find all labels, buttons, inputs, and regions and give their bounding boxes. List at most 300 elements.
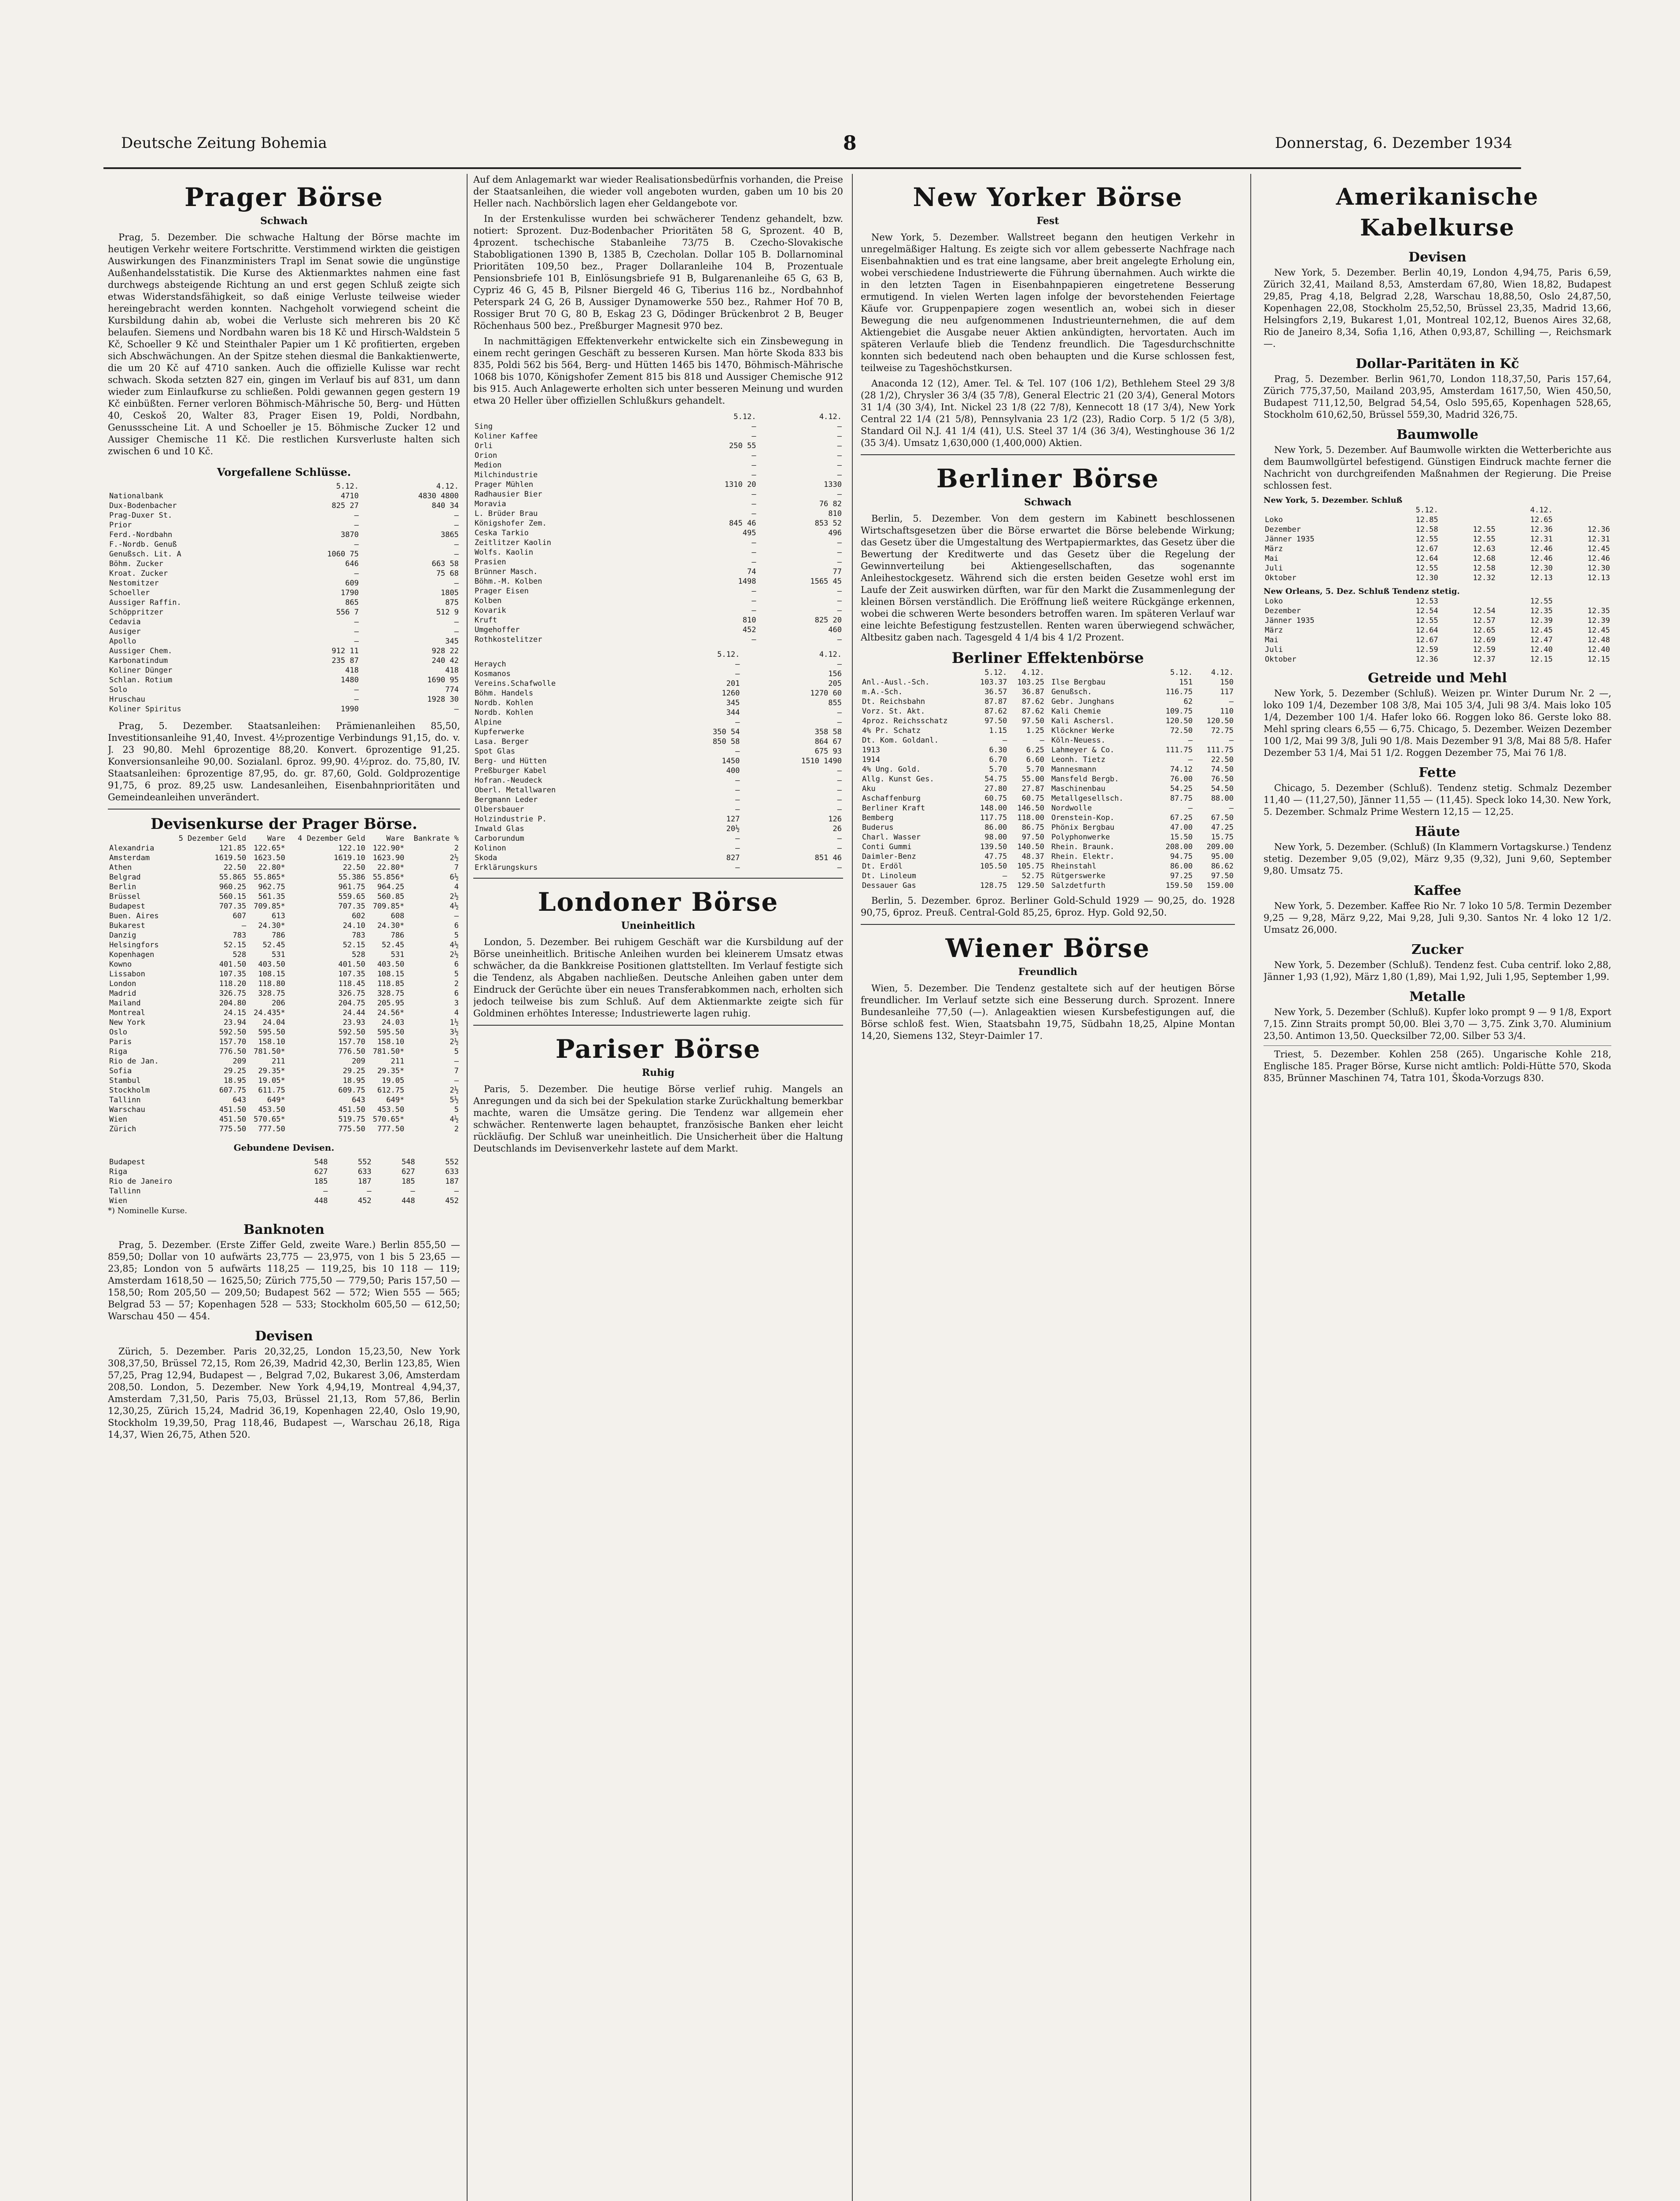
table-cell: 4½: [449, 1115, 459, 1124]
table-cell: —: [1188, 736, 1193, 745]
column-2: [473, 174, 843, 2201]
table-cell: Tallinn: [109, 1096, 141, 1104]
table-cell: 1260: [722, 689, 740, 698]
table-cell: 1619.10: [334, 854, 365, 862]
table-cell: 864 67: [814, 737, 842, 746]
schluss-row: [473, 635, 843, 644]
effekten-row: [861, 842, 1046, 852]
table-cell: 865: [345, 598, 359, 607]
table-cell: 24.04: [262, 1018, 285, 1027]
effekten-row: [1050, 881, 1235, 891]
table-cell: 205.95: [377, 999, 405, 1008]
table-cell: 403.50: [258, 960, 285, 969]
schluss-row: [108, 569, 460, 578]
table-cell: 122.65*: [254, 844, 285, 853]
table-cell: 76.50: [1211, 775, 1234, 784]
table-cell: 23.94: [224, 1018, 247, 1027]
table-cell: 2½: [449, 892, 459, 901]
table-cell: 627: [314, 1167, 328, 1176]
table-cell: 52.15: [343, 941, 365, 950]
schluss-row: [108, 588, 460, 598]
table-cell: 94.75: [1170, 852, 1193, 861]
schluss-row: [108, 695, 460, 704]
table-cell: 810: [828, 509, 842, 518]
table-cell: 552: [445, 1158, 459, 1167]
table-cell: 1623.90: [372, 854, 405, 862]
table-cell: —: [354, 521, 359, 530]
table-cell: 6: [454, 960, 459, 969]
table-cell: 570.65*: [254, 1115, 285, 1124]
schluss-row: [108, 549, 460, 559]
table-cell: 4% Ung. Gold.: [862, 765, 921, 774]
table-cell: 12.55: [1415, 564, 1438, 573]
table-cell: Warschau: [109, 1105, 145, 1114]
gebundene-title: Gebundene Devisen.: [233, 1142, 335, 1153]
table-cell: 2½: [449, 1086, 459, 1095]
table-cell: —: [454, 579, 459, 588]
table-cell: Rothkostelitzer: [475, 635, 542, 644]
table-cell: —: [454, 540, 459, 549]
table-cell: Prag-Duxer St.: [109, 511, 173, 520]
table-cell: Kolben: [475, 596, 502, 605]
schluss-row: [473, 843, 843, 853]
table-cell: 781.50*: [372, 1047, 405, 1056]
table-cell: Milchindustrie: [475, 471, 538, 479]
effekten-row: [1050, 687, 1235, 697]
table-cell: —: [454, 1076, 459, 1085]
effekten-table-a: [861, 668, 1046, 891]
table-cell: 960.25: [219, 883, 247, 891]
baumwolle-title: Baumwolle: [1396, 427, 1479, 442]
baumwolle-row: [1264, 626, 1611, 635]
table-cell: 211: [391, 1057, 405, 1066]
effekten-row: [1050, 774, 1235, 784]
table-cell: 187: [445, 1177, 459, 1186]
table-cell: 140.50: [1017, 843, 1044, 851]
getreide-text: New York, 5. Dezember (Schluß). Weizen pr. Winter Durum Nr. 2 —, loko 109 1/4, Dezember 108 3/8, Mai 105 3/4, Juli 98 3/4. Mais loko 105 1/4, Dezember 100 1/4. Hafer loko 66. Roggen loko 86. Gerste loko 88. Mehl spring clears 6,55 — 6,75. Chicago, 5. Dezember. Weizen Dezember 100 1/2, Mai 99 3/8, Juli 90 1/8. Mais Dezember 91 3/8, Mai 88 5/8. Hafer Dezember 53 1/4, Mai 51 1/2. Roggen Dezember 75, Mai 76 1/8.: [1264, 688, 1611, 758]
table-cell: 204.80: [219, 999, 247, 1008]
table-cell: 7: [454, 1067, 459, 1075]
table-cell: 1623.50: [254, 854, 285, 862]
table-cell: Polyphonwerke: [1051, 833, 1110, 842]
table-cell: Alpine: [475, 718, 502, 727]
table-cell: Orenstein-Kop.: [1051, 813, 1115, 822]
table-header-cell: 4.12.: [819, 412, 842, 421]
table-cell: 19.05*: [258, 1076, 285, 1085]
table-cell: 76.00: [1170, 775, 1193, 784]
getreide-title: Getreide und Mehl: [1368, 670, 1507, 686]
table-cell: 1498: [738, 577, 756, 586]
table-cell: 240 42: [431, 656, 459, 665]
table-cell: —: [735, 660, 740, 669]
table-cell: —: [837, 766, 842, 775]
table-cell: 62: [1183, 697, 1193, 706]
table-cell: 4: [454, 1008, 459, 1017]
extra-text: Triest, 5. Dezember. Kohlen 258 (265). Ungarische Kohle 218, Englische 185. Prager Börse, Kurse nicht amtlich: Poldi-Hütte 570, Skoda 835, Brünner Maschinen 74, Tatra 101, Škoda-Vorzugs 830.: [1264, 1049, 1611, 1083]
table-cell: 345: [445, 637, 459, 646]
schluss-row: [473, 567, 843, 577]
table-cell: —: [1188, 755, 1193, 764]
table-cell: 12.48: [1587, 636, 1610, 644]
table-cell: Oslo: [109, 1028, 127, 1037]
devisen-row: [108, 1095, 460, 1105]
effekten-row: [1050, 707, 1235, 716]
table-header-cell: 4.12.: [436, 482, 459, 491]
table-cell: 12.36: [1415, 655, 1438, 664]
table-cell: —: [837, 606, 842, 615]
table-header-cell: 4 Dezember Geld: [298, 834, 365, 843]
table-cell: 961.75: [338, 883, 365, 891]
table-cell: 1270 60: [810, 689, 842, 698]
table-cell: 775.50: [338, 1125, 365, 1134]
table-cell: Metallgesellsch.: [1051, 794, 1124, 803]
table-cell: 5½: [449, 1096, 459, 1104]
table-cell: Jänner 1935: [1265, 616, 1315, 625]
table-cell: —: [735, 776, 740, 785]
table-header-cell: [1554, 505, 1611, 515]
table-cell: 602: [352, 912, 365, 920]
table-cell: 139.50: [980, 843, 1007, 851]
table-cell: 12.31: [1587, 535, 1610, 544]
table-cell: Sing: [475, 422, 493, 431]
table-cell: 531: [391, 950, 405, 959]
baumwolle-row: [1264, 655, 1611, 664]
table-cell: —: [1229, 804, 1234, 813]
table-cell: 12.13: [1587, 574, 1610, 582]
effekten-row: [861, 774, 1046, 784]
effekten-row: [861, 881, 1046, 891]
devisen-row: [108, 950, 460, 960]
table-cell: 54.75: [984, 775, 1007, 784]
fette-text: Chicago, 5. Dezember (Schluß). Tendenz stetig. Schmalz Dezember 11,40 — (11,27,50), Jänner 11,55 — (11,45). Speck loko 14,30. New York, 5. Dezember. Schmalz Prime Western 12,15 — 12,25.: [1264, 783, 1611, 817]
table-cell: Maschinenbau: [1051, 784, 1105, 793]
table-cell: [1440, 515, 1497, 525]
table-cell: 12.57: [1473, 616, 1496, 625]
table-cell: Loko: [1265, 597, 1283, 606]
table-cell: [1554, 515, 1611, 525]
table-cell: 401.50: [219, 960, 247, 969]
table-cell: —: [837, 587, 842, 596]
table-cell: 786: [391, 931, 405, 940]
banknoten-text: Prag, 5. Dezember. (Erste Ziffer Geld, zweite Ware.) Berlin 855,50 — 859,50; Dollar von 10 aufwärts 23,775 — 23,975, von 1 bis 5 23,65 — 23,85; London von 5 aufwärts 118,25 — 119,25, bis 10 118 — 119; Amsterdam 1618,50 — 1625,50; Zürich 775,50 — 779,50; Paris 157,50 — 158,50; Rom 205,50 — 209,50; Budapest 562 — 572; Wien 555 — 565; Belgrad 53 — 57; Kopenhagen 528 — 533; Stockholm 605,50 — 612,50; Warschau 450 — 454.: [108, 1240, 460, 1321]
table-cell: Rheinstahl: [1051, 862, 1097, 871]
effekten-row: [861, 716, 1046, 726]
table-cell: Wien: [109, 1115, 127, 1124]
table-cell: Nestomitzer: [109, 579, 159, 588]
table-cell: Holzindustrie P.: [475, 815, 547, 824]
table-cell: 116.75: [1165, 688, 1193, 696]
devisen-row: [108, 960, 460, 969]
table-cell: 643: [232, 1096, 247, 1104]
table-cell: 560.15: [219, 892, 247, 901]
kaffee-text: New York, 5. Dezember. Kaffee Rio Nr. 7 loko 10 5/8. Termin Dezember 9,25 — 9,28, März 9,22, Mai 9,28, Juli 9,30. Santos Nr. 4 loko 12 1/2. Umsatz 26,000.: [1264, 901, 1611, 935]
baumwolle-row: [1264, 554, 1611, 563]
table-cell: Rio de Jan.: [109, 1057, 159, 1066]
table-cell: 20½: [726, 824, 740, 833]
table-cell: Prasien: [475, 558, 506, 567]
table-cell: —: [454, 1187, 459, 1196]
table-cell: Buen. Aires: [109, 912, 159, 920]
zucker-text: New York, 5. Dezember (Schluß). Tendenz fest. Cuba centrif. loko 2,88, Jänner 1,93 (1,92), März 1,80 (1,89), Mai 1,92, Juli 1,95, September 1,99.: [1264, 960, 1611, 982]
paritaeten-text: Prag, 5. Dezember. Berlin 961,70, London 118,37,50, Paris 157,64, Zürich 775,37,50, Mailand 203,95, Amsterdam 1617,50, Wien 450,50, Budapest 711,12,50, Belgrad 54,54, Oslo 595,65, Kopenhagen 528,65, Stockholm 610,62,50, Brüssel 559,30, Madrid 326,75.: [1264, 374, 1611, 420]
table-cell: 12.45: [1587, 626, 1610, 635]
table-cell: 127: [726, 815, 740, 824]
table-cell: [1440, 596, 1497, 606]
table-cell: 609.75: [338, 1086, 365, 1095]
table-cell: Anl.-Ausl.-Sch.: [862, 678, 930, 687]
table-cell: Athen: [109, 863, 132, 872]
table-cell: 97.25: [1170, 872, 1193, 880]
table-cell: 1790: [340, 589, 359, 597]
table-cell: März: [1265, 545, 1283, 553]
baumwolle-ny-table: [1264, 505, 1611, 583]
devisen-row: [108, 1056, 460, 1066]
table-cell: 55.856*: [372, 873, 405, 882]
table-cell: Berliner Kraft: [862, 804, 925, 813]
table-cell: —: [454, 912, 459, 920]
table-header-row: [108, 482, 460, 491]
table-cell: 962.75: [258, 883, 285, 891]
kaffee-title: Kaffee: [1413, 883, 1462, 898]
table-cell: —: [454, 1057, 459, 1066]
schluss-row: [108, 520, 460, 530]
schluss-row: [473, 586, 843, 596]
table-cell: —: [354, 569, 359, 578]
effekten-row: [1050, 803, 1235, 813]
table-cell: 403.50: [377, 960, 405, 969]
table-cell: 448: [402, 1196, 415, 1205]
column-rule: [852, 174, 853, 2201]
table-cell: 122.10: [338, 844, 365, 853]
table-cell: 777.50: [377, 1125, 405, 1134]
devisen-row: [108, 911, 460, 921]
table-cell: 453.50: [258, 1105, 285, 1114]
table-cell: 12.67: [1415, 545, 1438, 553]
table-header-cell: 5.12.: [984, 668, 1007, 677]
schluss-row: [473, 548, 843, 557]
table-header-cell: 5 Dezember Geld: [178, 834, 247, 843]
table-cell: 18.95: [224, 1076, 247, 1085]
table-cell: 825 20: [814, 616, 842, 625]
table-cell: Stambul: [109, 1076, 141, 1085]
table-cell: Gebr. Junghans: [1051, 697, 1115, 706]
table-cell: 12.30: [1587, 564, 1610, 573]
table-cell: 3½: [449, 1028, 459, 1037]
table-cell: 52.15: [224, 941, 247, 950]
table-header-row: [1050, 668, 1235, 677]
table-cell: 22.50: [1211, 755, 1234, 764]
table-cell: 1060 75: [327, 550, 359, 559]
schluss-row: [473, 659, 843, 669]
table-cell: —: [837, 548, 842, 557]
table-cell: —: [752, 548, 756, 557]
table-cell: —: [752, 500, 756, 508]
table-header-cell: 4.12.: [819, 650, 842, 659]
table-cell: Nordb. Kohlen: [475, 699, 534, 707]
effekten-row: [1050, 794, 1235, 803]
table-cell: 209: [352, 1057, 365, 1066]
table-cell: —: [354, 685, 359, 694]
table-cell: 1805: [441, 589, 459, 597]
table-cell: 12.15: [1587, 655, 1610, 664]
new-yorker-quotes: Anaconda 12 (12), Amer. Tel. & Tel. 107 (106 1/2), Bethlehem Steel 29 3/8 (28 1/2), Chrysler 36 3/4 (35 7/8), General Electric 21 (20 3/4), General Motors 31 1/4 (30 3/4), Int. Nickel 23 1/8 (22 7/8), Kennecott 18 (17 3/4), New York Central 22 1/4 (21 5/8), Pennsylvania 23 1/2 (23), Radio Corp. 5 1/2 (5 3/8), Standard Oil N.J. 41 1/4 (41), U.S. Steel 37 1/4 (36 3/4), Westinghouse 36 1/2 (35 3/4). Umsatz 1,630,000 (1,400,000) Aktien.: [861, 378, 1235, 448]
table-cell: Köln-Neuess.: [1051, 736, 1105, 745]
table-cell: —: [752, 461, 756, 470]
table-header-cell: 5.12.: [1170, 668, 1193, 677]
table-cell: 12.55: [1530, 597, 1553, 606]
table-cell: —: [752, 558, 756, 567]
table-cell: 54.50: [1211, 784, 1234, 793]
table-cell: 47.75: [984, 852, 1007, 861]
table-cell: —: [1229, 736, 1234, 745]
schluss-row: [108, 501, 460, 511]
table-cell: 611.75: [258, 1086, 285, 1095]
schluss-row: [473, 698, 843, 708]
table-cell: 3865: [441, 530, 459, 539]
table-cell: 98.00: [984, 833, 1007, 842]
table-cell: 118.00: [1017, 813, 1044, 822]
table-cell: L. Brüder Brau: [475, 509, 538, 518]
paritaeten-title: Dollar-Paritäten in Kč: [1356, 356, 1519, 372]
table-header-cell: [1264, 505, 1382, 515]
table-cell: —: [752, 587, 756, 596]
table-cell: Belgrad: [109, 873, 141, 882]
table-cell: Dezember: [1265, 525, 1301, 534]
table-cell: 74.50: [1211, 765, 1234, 774]
table-cell: Berg- und Hütten: [475, 757, 547, 766]
table-cell: Kosmanos: [475, 670, 511, 678]
table-cell: 24.15: [224, 1008, 247, 1017]
schluss-row: [108, 607, 460, 617]
schluss-row: [473, 538, 843, 548]
effekten-row: [1050, 765, 1235, 774]
table-cell: —: [354, 511, 359, 520]
table-cell: 451.50: [219, 1105, 247, 1114]
table-cell: 643: [352, 1096, 365, 1104]
table-cell: 67.25: [1170, 813, 1193, 822]
effekten-row: [1050, 861, 1235, 871]
table-cell: 1990: [340, 705, 359, 714]
table-cell: 627: [402, 1167, 415, 1176]
table-cell: 159.00: [1206, 881, 1234, 890]
table-cell: 707.35: [219, 902, 247, 911]
table-cell: 105.75: [1017, 862, 1044, 871]
table-cell: Ausiger: [109, 627, 141, 636]
baumwolle-ny-heading: New York, 5. Dezember. Schluß: [1264, 496, 1403, 505]
effekten-row: [861, 813, 1046, 823]
kabel-devisen-text: New York, 5. Dezember. Berlin 40,19, London 4,94,75, Paris 6,59, Zürich 32,41, Mailand 8,53, Amsterdam 67,80, Wien 18,82, Budapest 29,85, Prag 4,18, Belgrad 2,28, Warschau 18,88,50, Oslo 24,87,50, Kopenhagen 22,08, Stockholm 25,52,50, Brüssel 23,35, Madrid 13,66, Helsingfors 2,19, Bukarest 1,01, Montreal 102,12, Buenos Aires 32,68, Rio de Janeiro 8,34, Sofia 1,16, Athen 0,93,87, Schilling —, Reichsmark —.: [1264, 267, 1611, 349]
table-cell: —: [837, 776, 842, 785]
table-cell: —: [837, 660, 842, 669]
table-cell: 2: [454, 1125, 459, 1134]
table-cell: Dt. Linoleum: [862, 872, 916, 880]
table-cell: 453.50: [377, 1105, 405, 1114]
devisen-row: [108, 1008, 460, 1018]
table-cell: —: [454, 521, 459, 530]
table-cell: 5.70: [989, 765, 1007, 774]
table-cell: Moravia: [475, 500, 506, 508]
table-cell: Kupferwerke: [475, 728, 524, 736]
table-cell: —: [735, 805, 740, 814]
table-cell: 12.59: [1415, 645, 1438, 654]
table-cell: 111.75: [1206, 746, 1234, 755]
table-cell: Vereins.Schafwolle: [475, 679, 556, 688]
table-cell: Skoda: [475, 854, 497, 862]
table-cell: Aussiger Raffin.: [109, 598, 181, 607]
prager-boerse-title: Prager Börse: [184, 182, 383, 212]
baumwolle-row: [1264, 606, 1611, 616]
table-cell: 148.00: [980, 804, 1007, 813]
table-cell: 24.30*: [377, 921, 405, 930]
table-cell: Danzig: [109, 931, 136, 940]
effekten-row: [861, 852, 1046, 861]
table-cell: Budapest: [109, 902, 145, 911]
table-cell: 12.31: [1530, 535, 1553, 544]
table-cell: 95.00: [1211, 852, 1234, 861]
table-cell: 24.10: [343, 921, 365, 930]
schluss-row: [473, 528, 843, 538]
table-cell: Prager Eisen: [475, 587, 529, 596]
table-cell: 86.62: [1211, 862, 1234, 871]
schluss-row: [473, 615, 843, 625]
table-cell: —: [454, 627, 459, 636]
table-cell: 633: [357, 1167, 372, 1176]
table-cell: 97.50: [1021, 717, 1044, 725]
table-cell: 72.75: [1211, 726, 1234, 735]
table-cell: 608: [391, 912, 405, 920]
table-cell: Dt. Reichsbahn: [862, 697, 925, 706]
table-cell: 12.59: [1473, 645, 1496, 654]
table-header-cell: [1050, 668, 1153, 677]
prager-boerse-subtitle: Schwach: [260, 215, 308, 227]
table-cell: Helsingfors: [109, 941, 159, 950]
banknoten-title: Banknoten: [243, 1222, 324, 1237]
table-cell: Prager Mühlen: [475, 480, 534, 489]
table-cell: 159.50: [1165, 881, 1193, 890]
table-cell: 451.50: [219, 1115, 247, 1124]
schluss-row: [108, 559, 460, 569]
table-cell: —: [837, 844, 842, 853]
table-cell: 29.35*: [377, 1067, 405, 1075]
table-header-cell: [473, 412, 672, 422]
table-cell: Schlan. Rotium: [109, 676, 173, 685]
devisen-row: [108, 989, 460, 998]
page-number: 8: [843, 132, 857, 155]
table-cell: 77: [833, 567, 842, 576]
table-cell: 201: [726, 679, 740, 688]
schluss-row: [473, 606, 843, 615]
table-cell: 707.35: [338, 902, 365, 911]
table-cell: 1450: [722, 757, 740, 766]
devisen-row: [108, 872, 460, 882]
table-cell: Wien: [109, 1196, 127, 1205]
table-cell: Preßburger Kabel: [475, 766, 547, 775]
table-cell: 205: [828, 679, 842, 688]
table-cell: 4710: [340, 492, 359, 501]
effekten-row: [1050, 852, 1235, 861]
devisen2-text: Zürich, 5. Dezember. Paris 20,32,25, London 15,23,50, New York 308,37,50, Brüssel 72,15, Rom 26,39, Madrid 42,30, Berlin 123,85, Wien 57,25, Prag 12,94, Budapest — , Belgrad 7,02, Bukarest 3,06, Amsterdam 208,50. London, 5. Dezember. New York 4,94,19, Montreal 4,94,37, Amsterdam 7,31,50, Paris 75,03, Brüssel 21,13, Rom 57,86, Berlin 12,30,25, Zürich 15,24, Madrid 36,19, Kopenhagen 22,40, Oslo 19,90, Stockholm 19,39,50, Prag 118,46, Budapest —, Warschau 26,18, Riga 14,37, Wien 26,75, Athen 520.: [108, 1346, 460, 1440]
table-cell: Mai: [1265, 636, 1278, 644]
table-cell: 2: [454, 844, 459, 853]
table-cell: 552: [357, 1158, 372, 1167]
table-cell: 122.90*: [372, 844, 405, 853]
table-cell: 87.62: [984, 707, 1007, 716]
table-cell: 12.46: [1587, 554, 1610, 563]
table-cell: [1554, 596, 1611, 606]
devisenkurse-title: Devisenkurse der Prager Börse.: [151, 815, 417, 833]
table-cell: 528: [352, 950, 365, 959]
table-cell: Rhein. Braunk.: [1051, 843, 1115, 851]
